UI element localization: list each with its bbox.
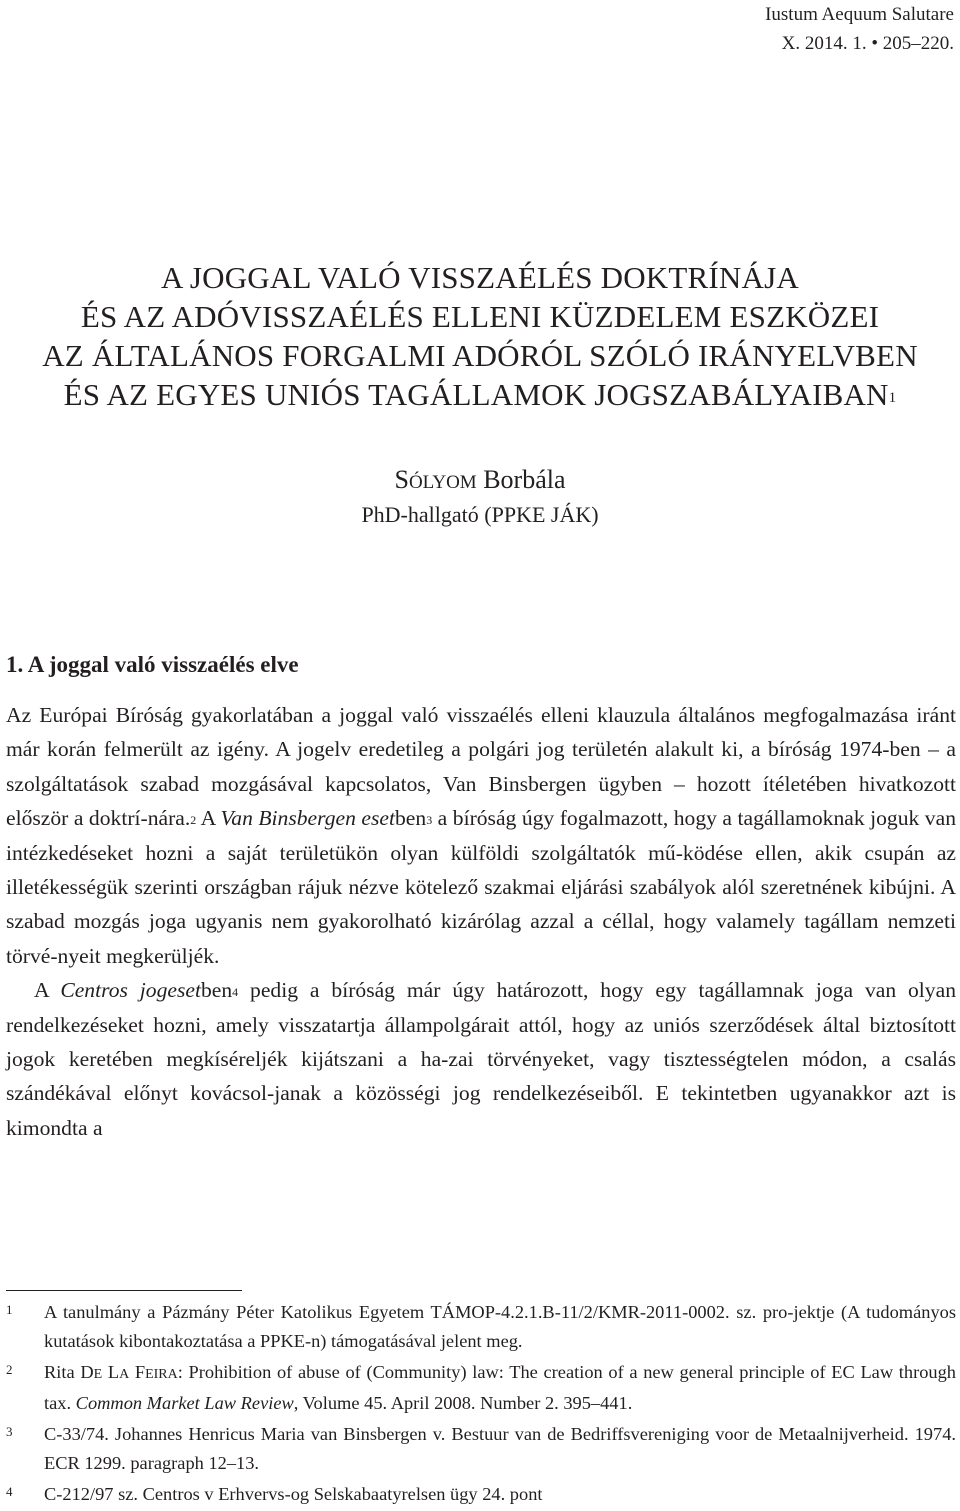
title-line-1: A JOGGAL VALÓ VISSZAÉLÉS DOKTRÍNÁJA	[161, 260, 799, 295]
footnote-text: A tanulmány a Pázmány Péter Katolikus Egyetem TÁMOP-4.2.1.B-11/2/KMR-2011-0002. sz. pro-jektje (A tudományos kutatások kibontakoztatása a PPKE-n) támogatásával jelent meg.	[44, 1302, 956, 1351]
footnote-ref-3[interactable]: 3	[426, 813, 433, 828]
footnote-text: C-33/74. Johannes Henricus Maria van Binsbergen v. Bestuur van de Bedriffsvereniging voor de Metaalnijverheid. 1974. ECR 1299. paragraph 12–13.	[44, 1424, 956, 1473]
footnote-author-sc-3-rest: EIRA	[145, 1367, 178, 1382]
paragraph-2-part-b: ben	[200, 978, 233, 1003]
footnote-author-sc-3-cap: F	[134, 1362, 146, 1382]
footnote-author-sc-2-rest: A	[119, 1367, 130, 1382]
footnote-author-sc-1-rest: E	[93, 1367, 103, 1382]
paragraph-2-part-a: A	[34, 978, 61, 1003]
footnote-number: 3	[6, 1424, 13, 1439]
title-line-4-text: ÉS AZ EGYES UNIÓS TAGÁLLAMOK JOGSZABÁLYAIBAN	[63, 377, 889, 412]
author-name	[0, 464, 960, 499]
paragraph-1-part-b: A	[196, 806, 221, 831]
footnote-ref-4[interactable]: 4	[232, 985, 239, 1000]
footnote-author-sc-2-cap: L	[107, 1362, 120, 1382]
paragraph-2-part-c: pedig a bíróság már úgy határozott, hogy egy tagállamnak joga van olyan rendelkezéseket hozni, amely visszatartja állampolgárait attól, hogy az uniós szerződések által biztosított jogok keretében megkíséreljék kijátszani a ha-zai törvényeket, vagy tisztességtelen módon, a csalás szándékával előnyt kovácsol-janak a közösségi jog rendelkezéseiből. E tekintetben ugyanakkor azt is kimondta a	[6, 978, 956, 1140]
footnote-1	[6, 1298, 956, 1356]
paragraph-1-part-a: Az Európai Bíróság gyakorlatában a joggal való visszaélés elleni klauzula általános megfogalmazása iránt már korán felmerült az igény. A jogelv eredetileg a polgári jog területén alakult ki, a bíróság 1974-ben – a szolgáltatások szabad mozgásával kapcsolatos, Van Binsbergen ügyben – hozott ítéletében hivatkozott először a doktrí-nára.	[6, 703, 956, 831]
article-title	[0, 258, 960, 414]
footnote-author-sc-1-cap: D	[80, 1362, 94, 1382]
paragraph-1-part-d: a bíróság úgy fogalmazott, hogy a tagállamoknak joguk van intézkedéseket hozni a saját területükön olyan külföldi szolgáltatók mű-ködése ellen, akik csupán az illetékességük szerinti országban rájuk nézve kötelező szakmai eljárási szabályok alól szeretnének kibújni. A szabad mozgás joga ugyanis nem gyakorolható kizárólag azzal a céllal, hogy valamely tagállam nemzeti törvé-nyeit megkerüljék.	[6, 806, 956, 968]
footnote-4	[6, 1480, 956, 1509]
footnote-number: 2	[6, 1362, 13, 1377]
paragraph-1	[6, 698, 956, 973]
footnote-text: C-212/97 sz. Centros v Erhvervs-og Selskabaatyrelsen ügy 24. pont	[44, 1484, 543, 1504]
author-surname-initial: S	[394, 465, 409, 494]
title-footnote-mark[interactable]: 1	[888, 390, 897, 406]
footnote-ref-2[interactable]: 2	[190, 813, 197, 828]
paragraph-1-part-c: ben	[395, 806, 427, 831]
author-affiliation: PhD-hallgató (PPKE JÁK)	[361, 502, 599, 527]
author-given-name: Borbála	[483, 465, 566, 494]
author-surname-rest: ÓLYOM	[408, 472, 477, 493]
title-line-4	[0, 375, 960, 414]
running-header	[765, 0, 954, 58]
footnote-journal-title: Common Market Law Review	[75, 1393, 294, 1413]
case-name-van-binsbergen: Van Binsbergen eset	[220, 806, 395, 831]
journal-citation: X. 2014. 1. • 205–220.	[781, 33, 954, 54]
footnote-number: 4	[6, 1484, 13, 1499]
footnote-author-given: Rita	[44, 1362, 81, 1382]
footnote-divider	[6, 1290, 242, 1291]
footnote-2	[6, 1358, 956, 1418]
footnote-text-b: , Volume 45. April 2008. Number 2. 395–441.	[293, 1393, 633, 1413]
title-line-3: AZ ÁLTALÁNOS FORGALMI ADÓRÓL SZÓLÓ IRÁNYELVBEN	[42, 338, 918, 373]
footnote-3	[6, 1420, 956, 1478]
footnotes	[6, 1298, 956, 1511]
journal-name: Iustum Aequum Salutare	[765, 4, 954, 25]
section-heading: 1. A joggal való visszaélés elve	[6, 652, 299, 677]
body-text	[6, 698, 956, 1145]
case-name-centros: Centros jogeset	[60, 978, 201, 1003]
footnote-text-a: : Prohibition of abuse of (Community) law: The creation of a new general principle of EC Law through tax.	[44, 1362, 956, 1413]
title-line-2: ÉS AZ ADÓVISSZAÉLÉS ELLENI KÜZDELEM ESZKÖZEI	[80, 299, 880, 334]
footnote-number: 1	[6, 1302, 13, 1317]
paragraph-2	[6, 973, 956, 1145]
